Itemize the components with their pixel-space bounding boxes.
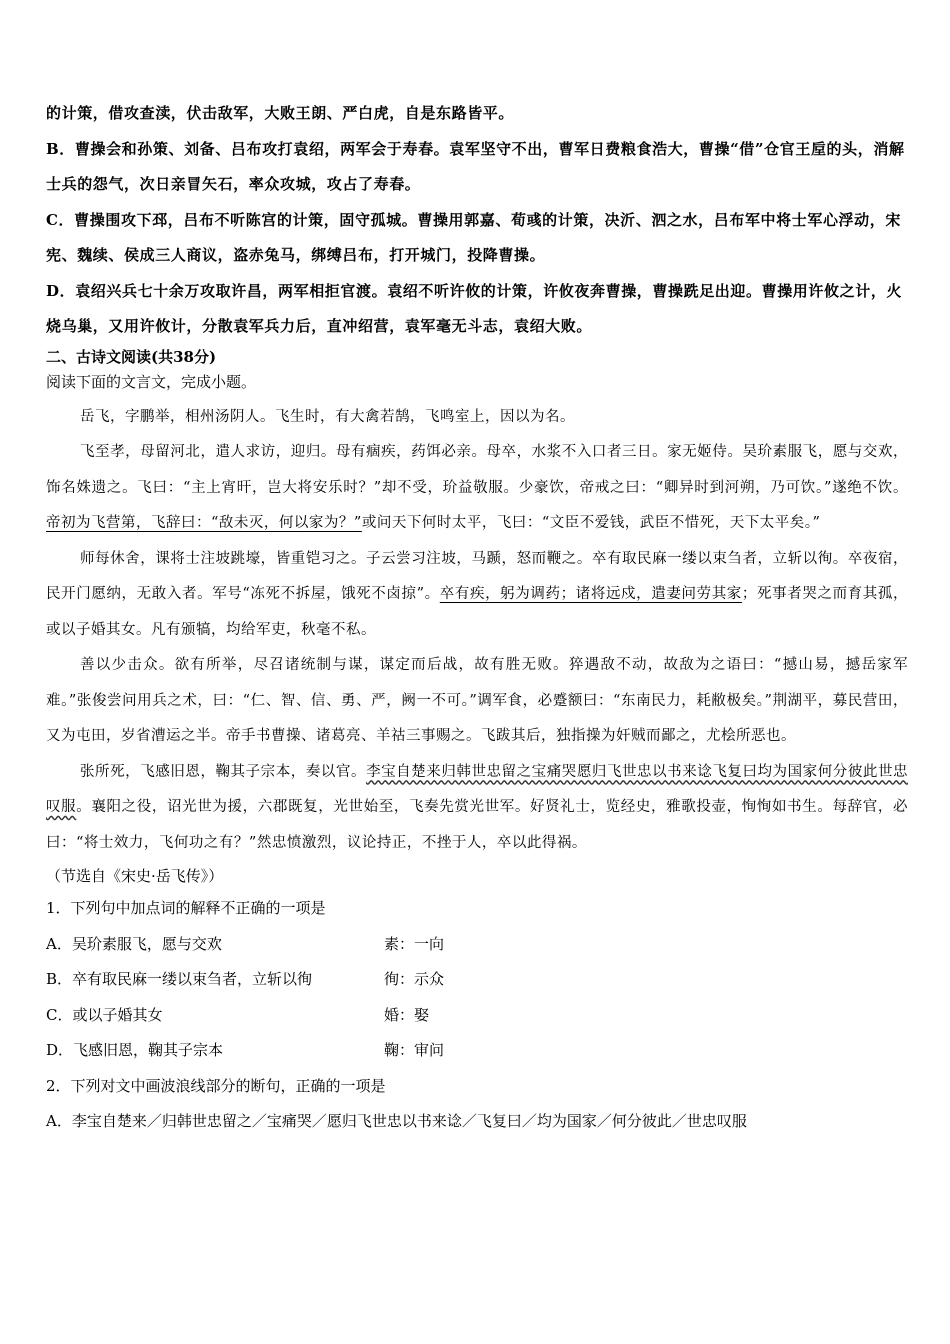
option-b: B．曹操会和孙策、刘备、吕布攻打袁绍，两军会于寿春。袁军坚守不出，曹军日费粮食浩大，曹操“借”仓官王垕的头，消解士兵的怨气，次日亲冒矢石，率众攻城，攻占了寿春。 (46, 139, 905, 193)
underlined-sentence: 卒有疾，躬为调药；诸将远戍，遣妻问劳其家 (439, 586, 742, 602)
passage-paragraph-3: 师每休舍，课将士注坡跳壕，皆重铠习之。子云尝习注坡，马踬，怒而鞭之。卒有取民麻一缕以束刍者，立斩以徇。卒夜宿，民开门愿纳，无敢入者。军号“冻死不拆屋，饿死不卤掠”。卒有疾，躬为调药；诸将远戍，遣妻问劳其家；死事者哭之而育其孤，或以子婚其女。凡有颁犒，均给军吏，秋毫不私。 (46, 550, 909, 638)
document-page (46, 96, 908, 1140)
passage-paragraph-4: 善以少击众。欲有所举，尽召诸统制与谋，谋定而后战，故有胜无败。猝遇敌不动，故敌为之语曰：“撼山易，撼岳家军难。”张俊尝问用兵之术，曰：“仁、智、信、勇、严，阙一不可。”调军食，必蹙额曰：“东南民力，耗敝极矣。”荆湖平，募民营田，又为屯田，岁省漕运之半。帝手书曹操、诸葛亮、羊祜三事赐之。飞跋其后，独指操为奸贼而鄙之，尤桧所恶也。 (46, 657, 908, 744)
previous-question-options (46, 96, 908, 345)
underlined-sentence: 帝初为飞营第，飞辞曰：“敌未灭，何以家为？” (46, 515, 362, 531)
option-c: C．曹操围攻下邳，吕布不听陈宫的计策，固守孤城。曹操用郭嘉、荀彧的计策，决沂、泗之水，吕布军中将士军心浮动，宋宪、魏续、侯成三人商议，盗赤兔马，绑缚吕布，打开城门，投降曹操。 (46, 210, 901, 264)
question-2-option-a: A．李宝自楚来／归韩世忠留之／宝痛哭／愿归飞世忠以书来谂／飞复曰／均为国家／何分彼此／世忠叹服 (46, 1112, 747, 1130)
question-1-option-c: C．或以子婚其女 婚：娶 (46, 1005, 430, 1024)
question-1-option-a: A．吴玠素服飞，愿与交欢 素：一向 (46, 934, 445, 953)
question-1-option-b: B．卒有取民麻一缕以束刍者，立斩以徇 徇：示众 (46, 970, 445, 988)
passage-paragraph-1: 岳飞，字鹏举，相州汤阴人。飞生时，有大禽若鹄，飞鸣室上，因以为名。 (80, 408, 575, 425)
question-2-stem: 2．下列对文中画波浪线部分的断句，正确的一项是 (46, 1076, 386, 1095)
section-title: 二、古诗文阅读(共38分) (46, 347, 217, 366)
instruction: 阅读下面的文言文，完成小题。 (46, 372, 257, 391)
question-1-option-d: D．飞感旧恩，鞠其子宗本 鞠：审问 (46, 1041, 445, 1059)
option-a-continued: 的计策，借攻查渎，伏击敌军，大败王朗、严白虎，自是东路皆平。 (46, 104, 515, 122)
wavy-underlined-sentence: 李宝自楚来归韩世忠留之宝痛哭愿归飞世忠以书来谂飞复曰均为国家何分彼此世忠叹服 (46, 763, 909, 815)
option-d: D．袁绍兴兵七十余万攻取许昌，两军相拒官渡。袁绍不听许攸的计策，许攸夜奔曹操，曹操跣足出迎。曹操用许攸之计，火烧乌巢，又用许攸计，分散袁军兵力后，直冲绍营，袁军毫无斗志，袁绍大败。 (46, 281, 903, 335)
source-citation: （节选自《宋史·岳飞传》） (46, 867, 224, 885)
classical-passage (46, 400, 908, 862)
question-1-stem: 1．下列句中加点词的解释不正确的一项是 (46, 899, 326, 917)
passage-paragraph-2: 飞至孝，母留河北，遣人求访，迎归。母有痼疾，药饵必亲。母卒，水浆不入口者三日。家无姬侍。吴玠素服飞，愿与交欢，饰名姝遗之。飞曰：“主上宵旰，岂大将安乐时？”却不受，玠益敬服。少豪饮，帝戒之曰：“卿异时到河朔，乃可饮。”遂绝不饮。帝初为飞营第，飞辞曰：“敌未灭，何以家为？”或问天下何时太平，飞曰：“文臣不爱钱，武臣不惜死，天下太平矣。” (46, 444, 908, 531)
passage-paragraph-5: 张所死，飞感旧恩，鞠其子宗本，奏以官。李宝自楚来归韩世忠留之宝痛哭愿归飞世忠以书来谂飞复曰均为国家何分彼此世忠叹服。襄阳之役，诏光世为援，六郡既复，光世始至，飞奏先赏光世军。好贤礼士，览经史，雅歌投壶，恂恂如书生。每辞官，必曰：“将士效力，飞何功之有？”然忠愤激烈，议论持正，不挫于人，卒以此得祸。 (46, 763, 909, 851)
